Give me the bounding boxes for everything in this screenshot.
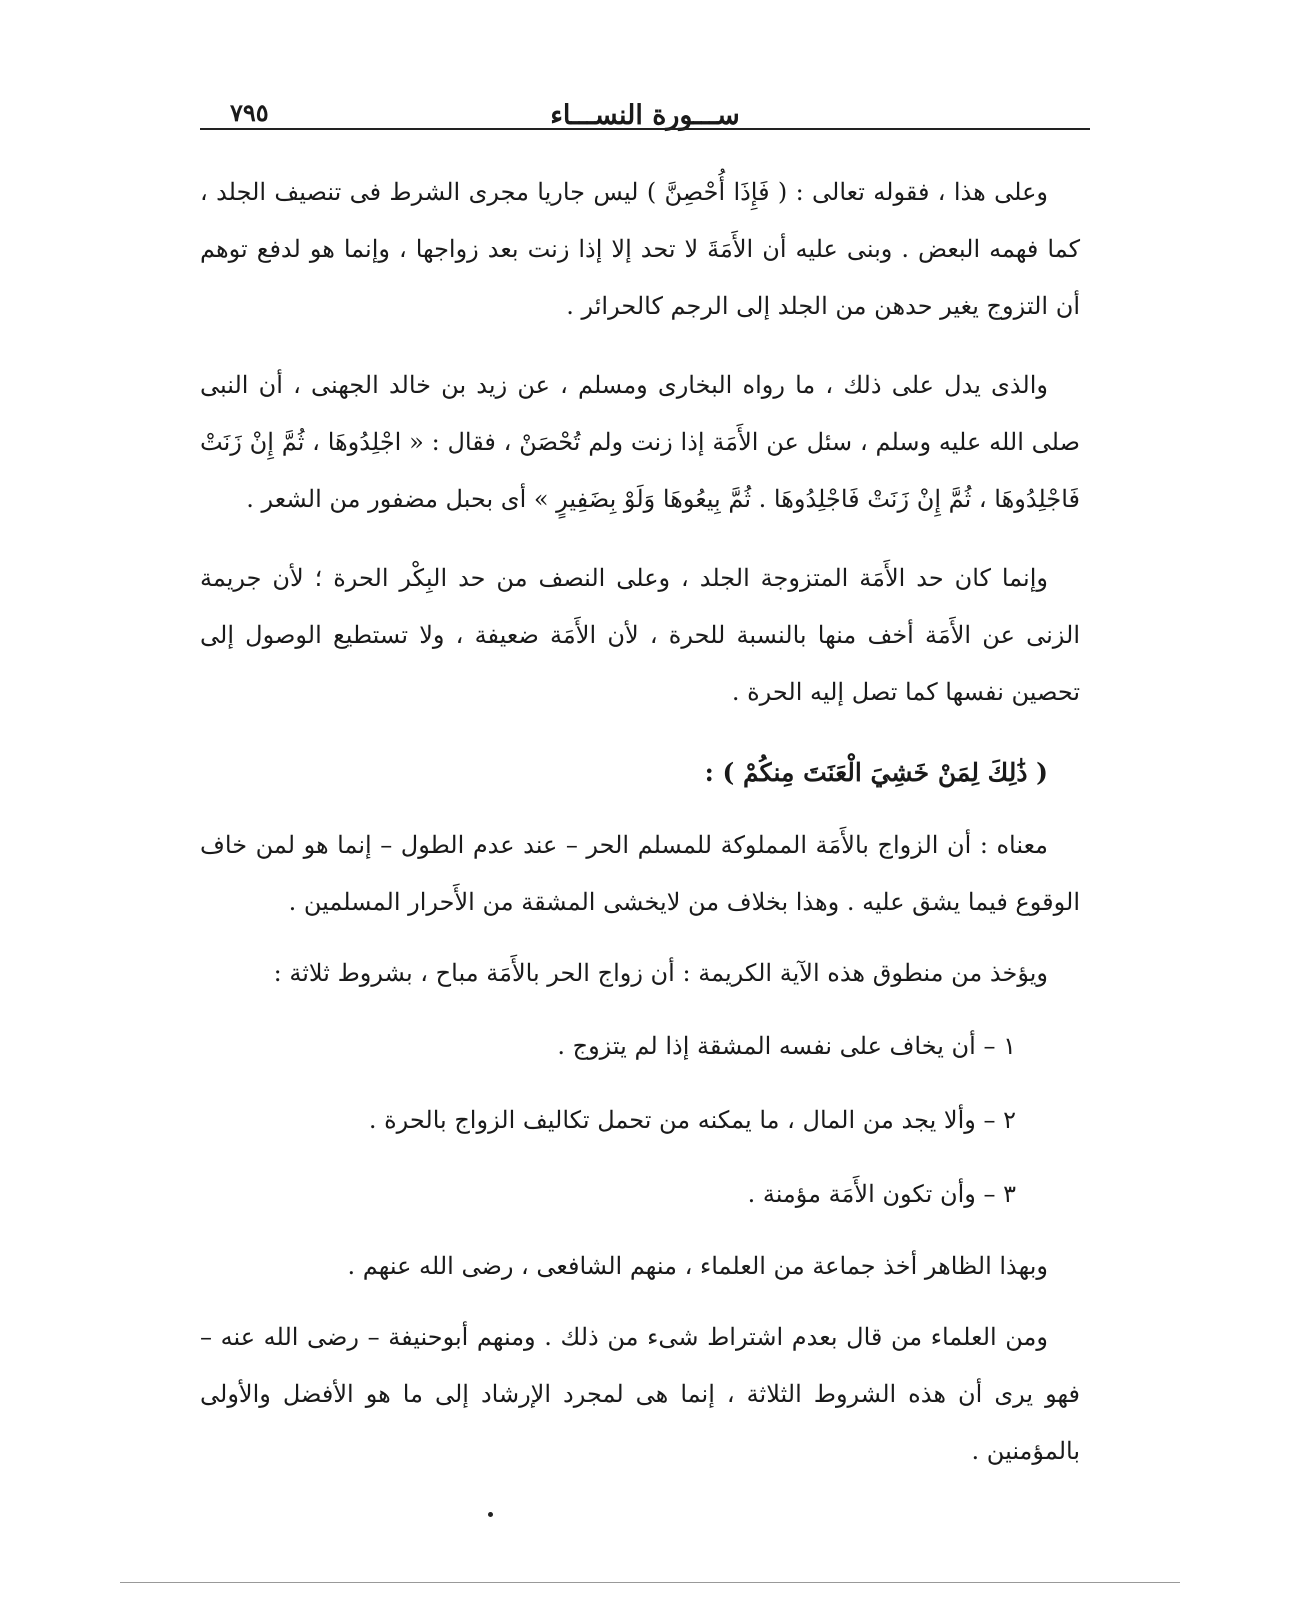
paragraph-3: وإنما كان حد الأَمَة المتزوجة الجلد ، وعلى النصف من حد البِكْر الحرة ؛ لأن جريمة الزنى عن الأَمَة أخف منها بالنسبة للحرة ، لأن الأَمَة ضعيفة ، ولا تستطيع الوصول إلى تحصين نفسها كما تصل إليه الحرة . — [200, 564, 1080, 706]
page-number: ٧٩٥ — [230, 98, 269, 127]
page-body — [200, 164, 1080, 1494]
page-header — [200, 96, 1090, 146]
conditions-list — [200, 1016, 1080, 1224]
list-item: ١ – أن يخاف على نفسه المشقة إذا لم يتزوج . — [557, 1032, 1016, 1060]
closing-paragraph-1: وبهذا الظاهر أخذ جماعة من العلماء ، منهم الشافعى ، رضى الله عنهم . — [347, 1252, 1048, 1280]
header-divider — [200, 128, 1090, 130]
list-item: ٣ – وأن تكون الأَمَة مؤمنة . — [747, 1180, 1016, 1208]
footer-line — [120, 1582, 1180, 1583]
surah-title: ســـورة النســـاء — [550, 100, 740, 131]
conditions-intro: ويؤخذ من منطوق هذه الآية الكريمة : أن زواج الحر بالأَمَة مباح ، بشروط ثلاثة : — [273, 959, 1048, 987]
verse-heading: ( ذَٰلِكَ لِمَنْ خَشِيَ الْعَنَتَ مِنكُمْ ) : — [704, 758, 1048, 787]
closing-paragraph-2: ومن العلماء من قال بعدم اشتراط شىء من ذلك . ومنهم أبوحنيفة – رضى الله عنه – فهو يرى أن هذه الشروط الثلاثة ، إنما هى لمجرد الإرشاد إلى ما هو الأفضل والأولى بالمؤمنين . — [200, 1323, 1080, 1465]
paragraph-1: وعلى هذا ، فقوله تعالى : ( فَإِذَا أُحْصِنَّ ) ليس جاريا مجرى الشرط فى تنصيف الجلد ، كما فهمه البعض . وبنى عليه أن الأَمَةَ لا تحد إلا إذا زنت بعد زواجها ، وإنما هو لدفع توهم أن التزوج يغير حدهن من الجلد إلى الرجم كالحرائر . — [200, 178, 1080, 320]
paragraph-2: والذى يدل على ذلك ، ما رواه البخارى ومسلم ، عن زيد بن خالد الجهنى ، أن النبى صلى الله عليه وسلم ، سئل عن الأَمَة إذا زنت ولم تُحْصَنْ ، فقال : « اجْلِدُوهَا ، ثُمَّ إِنْ زَنَتْ فَاجْلِدُوهَا ، ثُمَّ إِنْ زَنَتْ فَاجْلِدُوهَا . ثُمَّ بِيعُوهَا وَلَوْ بِضَفِيرٍ » أى بحبل مضفور من الشعر . — [200, 371, 1080, 513]
print-speck — [488, 1512, 493, 1517]
meaning-paragraph: معناه : أن الزواج بالأَمَة المملوكة للمسلم الحر – عند عدم الطول – إنما هو لمن خاف الوقوع فيما يشق عليه . وهذا بخلاف من لايخشى المشقة من الأَحرار المسلمين . — [200, 831, 1080, 916]
list-item: ٢ – وألا يجد من المال ، ما يمكنه من تحمل تكاليف الزواج بالحرة . — [368, 1106, 1016, 1134]
